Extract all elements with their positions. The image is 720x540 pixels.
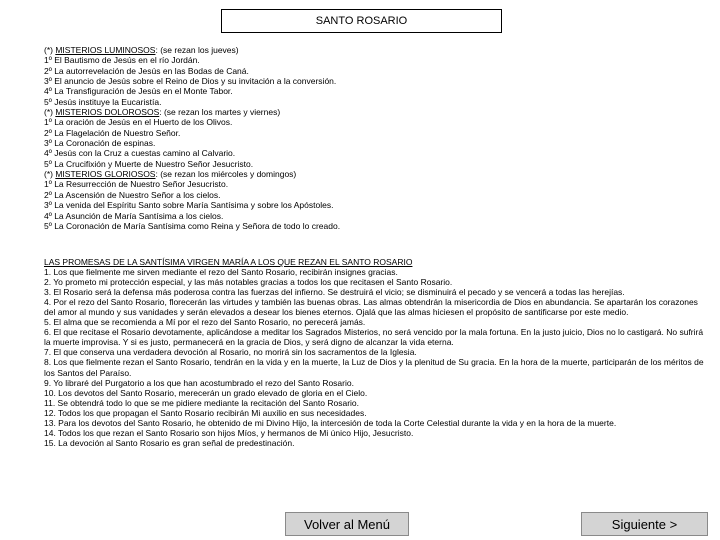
mystery-item: 3º La venida del Espíritu Santo sobre María Santísima y sobre los Apóstoles. [44, 200, 334, 211]
back-to-menu-button[interactable] [285, 512, 409, 536]
promise-item: 12. Todos los que propagan el Santo Rosario recibirán Mi auxilio en sus necesidades. [44, 407, 367, 418]
mystery-name: MISTERIOS LUMINOSOS [55, 45, 156, 55]
promise-item: 15. La devoción al Santo Rosario es gran señal de predestinación. [44, 437, 295, 448]
back-to-menu-label: Volver al Menú [304, 516, 390, 532]
promise-item: 14. Todos los que rezan el Santo Rosario son hijos Míos, y hermanos de Mi único Hijo, Jesucristo. [44, 427, 414, 438]
promise-item: 8. Los que fielmente rezan el Santo Rosario, tendrán en la vida y en la muerte, la Luz de Dios y la plenitud de Su gracia. En la hora de la muerte, participarán de los méritos de los Santos del Paraíso. [44, 357, 704, 378]
mystery-item: 5º Jesús instituye la Eucaristía. [44, 96, 162, 107]
page-title [221, 9, 502, 33]
promise-item: 5. El alma que se recomienda a Mí por el rezo del Santo Rosario, no perecerá jamás. [44, 317, 366, 328]
promise-item: 1. Los que fielmente me sirven mediante el rezo del Santo Rosario, recibirán insignes gracias. [44, 267, 398, 278]
mystery-item: 2º La Flagelación de Nuestro Señor. [44, 127, 181, 138]
mystery-item: 4º Jesús con la Cruz a cuestas camino al Calvario. [44, 148, 236, 159]
mystery-item: 2º La autorrevelación de Jesús en las Bodas de Caná. [44, 65, 249, 76]
mystery-item: 4º La Transfiguración de Jesús en el Monte Tabor. [44, 86, 233, 97]
promise-item: 7. El que conserva una verdadera devoción al Rosario, no morirá sin los sacramentos de la Iglesia. [44, 347, 417, 358]
promise-item: 13. Para los devotos del Santo Rosario, he obtenido de mi Divino Hijo, la intercesión de toda la Corte Celestial durante la vida y en la hora de la muerte. [44, 417, 617, 428]
mystery-heading-luminosos: (*) MISTERIOS LUMINOSOS: (se rezan los jueves) [44, 45, 239, 55]
mystery-item: 5º La Coronación de María Santísima como Reina y Señora de todo lo creado. [44, 220, 341, 231]
mystery-item: 1º La Resurrección de Nuestro Señor Jesucristo. [44, 179, 229, 190]
mystery-name: MISTERIOS GLORIOSOS [55, 169, 156, 180]
promises-section [44, 257, 708, 448]
mystery-item: 2º La Ascensión de Nuestro Señor a los cielos. [44, 189, 221, 200]
mystery-item: 1º El Bautismo de Jesús en el río Jordán. [44, 55, 200, 66]
mystery-item: 4º La Asunción de María Santísima a los cielos. [44, 210, 224, 221]
promise-item: 9. Yo libraré del Purgatorio a los que han acostumbrado el rezo del Santo Rosario. [44, 377, 354, 388]
promise-item: 3. El Rosario será la defensa más poderosa contra las fuerzas del infierno. Se destruirá el vicio; se disminuirá el pecado y se vencerá a todas las herejías. [44, 287, 625, 298]
mystery-heading-dolorosos: (*) MISTERIOS DOLOROSOS: (se rezan los martes y viernes) [44, 107, 281, 118]
mystery-item: 5º La Crucifixión y Muerte de Nuestro Señor Jesucristo. [44, 158, 254, 169]
next-button[interactable] [581, 512, 708, 536]
page-title-text: SANTO ROSARIO [315, 15, 408, 27]
promise-item: 4. Por el rezo del Santo Rosario, florecerán las virtudes y también las buenas obras. Las almas obtendrán la misericordia de Dios en abundancia. Se apartarán los corazones del amor al mundo y sus vanidades y serán elevados a desear los bienes eternos. Ojalá que las almas hiciesen el propósito de santificarse por este medio. [44, 297, 698, 318]
mysteries-section [44, 45, 704, 231]
mystery-heading-gloriosos: (*) MISTERIOS GLORIOSOS: (se rezan los miércoles y domingos) [44, 169, 297, 180]
mystery-item: 3º La Coronación de espinas. [44, 138, 156, 149]
promise-item: 6. El que recitase el Rosario devotamente, aplicándose a meditar los Sagrados Misterios, no será vencido por la mala fortuna. En la justo juicio, Dios no lo castigará. No sufrirá la muerte improvisa. Y si es justo, permanecerá en la gracia de Dios, y será digno de alcanzar la vida eterna. [44, 327, 704, 348]
next-label: Siguiente > [611, 516, 678, 532]
promise-item: 11. Se obtendrá todo lo que se me pidiere mediante la recitación del Santo Rosario. [44, 397, 360, 408]
mystery-name: MISTERIOS DOLOROSOS [55, 107, 160, 118]
promise-item: 10. Los devotos del Santo Rosario, merecerán un grado elevado de gloria en el Cielo. [44, 387, 368, 398]
mystery-item: 3º El anuncio de Jesús sobre el Reino de Dios y su invitación a la conversión. [44, 76, 337, 87]
promises-heading: LAS PROMESAS DE LA SANTÍSIMA VIRGEN MARÍA A LOS QUE REZAN EL SANTO ROSARIO [44, 257, 413, 267]
mystery-item: 1º La oración de Jesús en el Huerto de los Olivos. [44, 117, 233, 128]
promise-item: 2. Yo prometo mi protección especial, y las más notables gracias a todos los que recitasen el Santo Rosario. [44, 277, 453, 288]
